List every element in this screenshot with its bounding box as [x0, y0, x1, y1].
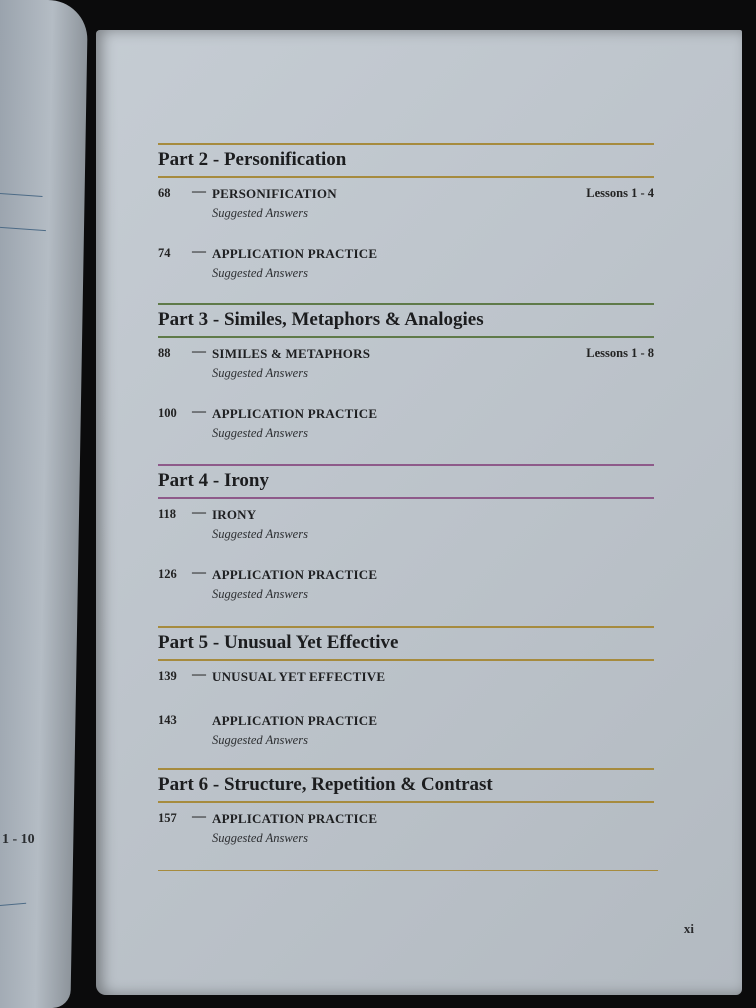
closing-rule: [158, 870, 658, 872]
entry-subtitle: Suggested Answers: [212, 587, 308, 601]
entry-page-number: 139: [158, 669, 177, 683]
toc-entry[interactable]: [158, 811, 654, 871]
entry-page-number: 100: [158, 406, 177, 420]
section-heading: [158, 464, 654, 499]
entry-title: PERSONIFICATION: [212, 186, 337, 201]
entry-page-number: 143: [158, 713, 177, 727]
entry-dash: —: [192, 244, 206, 259]
toc-entry[interactable]: [158, 713, 654, 773]
entry-dash: —: [192, 667, 206, 682]
table-of-contents-page: [96, 30, 742, 995]
left-page-rule: [0, 903, 26, 909]
entry-page-number: 88: [158, 346, 171, 360]
entry-title: APPLICATION PRACTICE: [212, 811, 378, 826]
entry-dash: —: [192, 565, 206, 580]
left-page-rule: [0, 226, 46, 231]
toc-section: [158, 464, 654, 627]
section-title: Part 2 - Personification: [158, 149, 347, 170]
section-title: Part 5 - Unusual Yet Effective: [158, 632, 399, 653]
entry-dash: —: [192, 344, 206, 359]
toc-entry[interactable]: [158, 406, 654, 466]
entry-dash: —: [192, 505, 206, 520]
toc-section: [158, 768, 654, 871]
section-title: Part 4 - Irony: [158, 470, 269, 491]
entry-title: SIMILES & METAPHORS: [212, 346, 371, 361]
toc-entry[interactable]: [158, 246, 654, 306]
toc-entry[interactable]: [158, 346, 654, 406]
entry-lessons: Lessons 1 - 4: [586, 186, 654, 200]
entry-subtitle: Suggested Answers: [212, 426, 308, 440]
left-page-rule: [0, 192, 43, 197]
entry-subtitle: Suggested Answers: [212, 527, 308, 541]
page-number: xi: [683, 921, 694, 936]
entry-subtitle: Suggested Answers: [212, 733, 308, 747]
entry-title: IRONY: [212, 507, 257, 522]
toc-section: [158, 626, 654, 773]
section-heading: [158, 143, 654, 178]
entry-title: APPLICATION PRACTICE: [212, 713, 378, 728]
entry-title: APPLICATION PRACTICE: [212, 246, 378, 261]
toc-entry[interactable]: [158, 186, 654, 246]
entry-page-number: 74: [158, 246, 171, 260]
entry-title: UNUSUAL YET EFFECTIVE: [212, 669, 386, 684]
toc-entry[interactable]: [158, 507, 654, 567]
left-page-lessons-fragment: 1 - 10: [2, 832, 35, 847]
entry-lessons: Lessons 1 - 8: [586, 346, 654, 360]
entry-page-number: 126: [158, 567, 177, 581]
entry-subtitle: Suggested Answers: [212, 366, 308, 380]
entry-subtitle: Suggested Answers: [212, 266, 308, 280]
entry-page-number: 68: [158, 186, 171, 200]
section-title: Part 6 - Structure, Repetition & Contrast: [158, 774, 493, 795]
entry-subtitle: Suggested Answers: [212, 206, 308, 220]
section-heading: [158, 303, 654, 338]
toc-section: [158, 303, 654, 466]
entry-title: APPLICATION PRACTICE: [212, 567, 378, 582]
section-heading: [158, 768, 654, 803]
toc-entry[interactable]: [158, 567, 654, 627]
toc-section: [158, 143, 654, 306]
entry-dash: —: [192, 809, 206, 824]
left-page: [0, 0, 88, 1008]
entry-dash: —: [192, 184, 206, 199]
entry-dash: —: [192, 404, 206, 419]
toc-entry[interactable]: [158, 669, 654, 713]
section-heading: [158, 626, 654, 661]
entry-page-number: 157: [158, 811, 177, 825]
entry-title: APPLICATION PRACTICE: [212, 406, 378, 421]
entry-subtitle: Suggested Answers: [212, 831, 308, 845]
section-title: Part 3 - Similes, Metaphors & Analogies: [158, 309, 484, 330]
entry-page-number: 118: [158, 507, 177, 521]
